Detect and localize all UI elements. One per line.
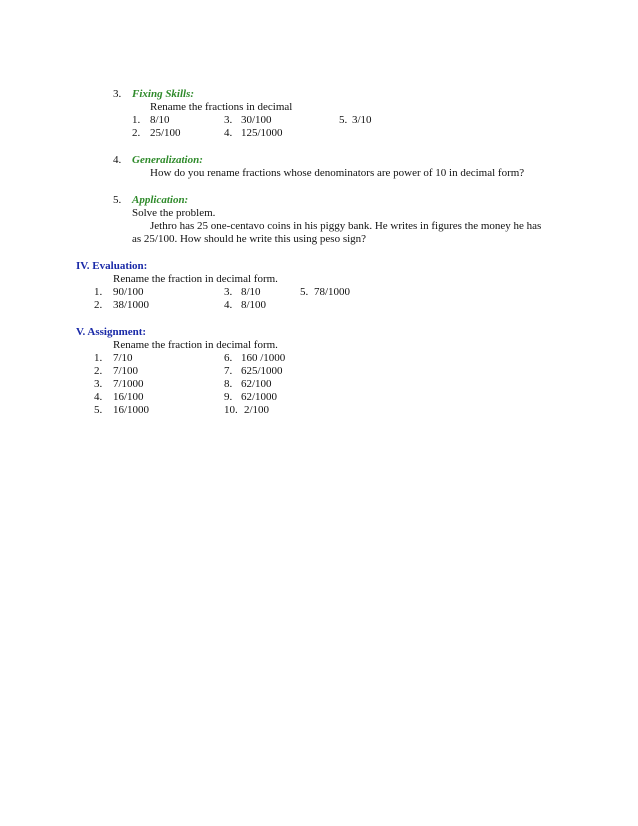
list-item-number: 3. — [224, 286, 233, 298]
fixing-skills-number: 3. — [113, 88, 122, 100]
generalization-number: 4. — [113, 154, 122, 166]
list-item-value: 125/1000 — [241, 127, 283, 139]
list-item-value: 3/10 — [352, 114, 372, 126]
list-item-value: 25/100 — [150, 127, 181, 139]
fixing-skills-instruction: Rename the fractions in decimal — [150, 101, 293, 113]
list-item-value: 38/1000 — [113, 299, 150, 311]
list-item-value: 16/1000 — [113, 404, 150, 416]
list-item-number: 8. — [224, 378, 233, 390]
list-item-value: 7/1000 — [113, 378, 144, 390]
list-item-number: 10. — [224, 404, 238, 416]
list-item-number: 4. — [224, 127, 233, 139]
assignment-instruction: Rename the fraction in decimal form. — [113, 339, 278, 351]
list-item-value: 7/100 — [113, 365, 139, 377]
list-item-value: 16/100 — [113, 391, 144, 403]
list-item-number: 4. — [94, 391, 103, 403]
list-item-value: 8/10 — [150, 114, 170, 126]
fixing-skills-heading: Fixing Skills: — [132, 88, 195, 100]
list-item-value: 78/1000 — [314, 286, 351, 298]
application-problem-line: Jethro has 25 one-centavo coins in his piggy bank. He writes in figures the money he has — [150, 220, 542, 232]
list-item-number: 5. — [94, 404, 103, 416]
list-item-number: 6. — [224, 352, 233, 364]
list-item-number: 3. — [94, 378, 103, 390]
list-item-value: 625/1000 — [241, 365, 283, 377]
evaluation-heading: IV. Evaluation: — [76, 260, 148, 272]
list-item-number: 1. — [94, 352, 103, 364]
list-item-number: 2. — [94, 365, 103, 377]
generalization-heading: Generalization: — [132, 154, 203, 166]
list-item-value: 90/100 — [113, 286, 144, 298]
list-item-value: 8/10 — [241, 286, 261, 298]
list-item-number: 9. — [224, 391, 233, 403]
application-heading: Application: — [132, 194, 189, 206]
list-item-number: 3. — [224, 114, 233, 126]
list-item-number: 4. — [224, 299, 233, 311]
application-number: 5. — [113, 194, 122, 206]
generalization-question: How do you rename fractions whose denominators are power of 10 in decimal form? — [150, 167, 525, 179]
list-item-value: 8/100 — [241, 299, 267, 311]
list-item-value: 62/1000 — [241, 391, 278, 403]
list-item-number: 2. — [132, 127, 141, 139]
list-item-value: 2/100 — [244, 404, 270, 416]
application-instruction: Solve the problem. — [132, 207, 216, 219]
list-item-number: 1. — [94, 286, 103, 298]
list-item-number: 5. — [339, 114, 348, 126]
list-item-value: 30/100 — [241, 114, 272, 126]
list-item-value: 160 /1000 — [241, 352, 286, 364]
evaluation-instruction: Rename the fraction in decimal form. — [113, 273, 278, 285]
list-item-value: 7/10 — [113, 352, 133, 364]
application-problem-line: as 25/100. How should he write this using peso sign? — [132, 233, 367, 245]
list-item-number: 5. — [300, 286, 309, 298]
list-item-number: 1. — [132, 114, 141, 126]
list-item-value: 62/100 — [241, 378, 272, 390]
list-item-number: 7. — [224, 365, 233, 377]
list-item-number: 2. — [94, 299, 103, 311]
assignment-heading: V. Assignment: — [76, 326, 147, 338]
